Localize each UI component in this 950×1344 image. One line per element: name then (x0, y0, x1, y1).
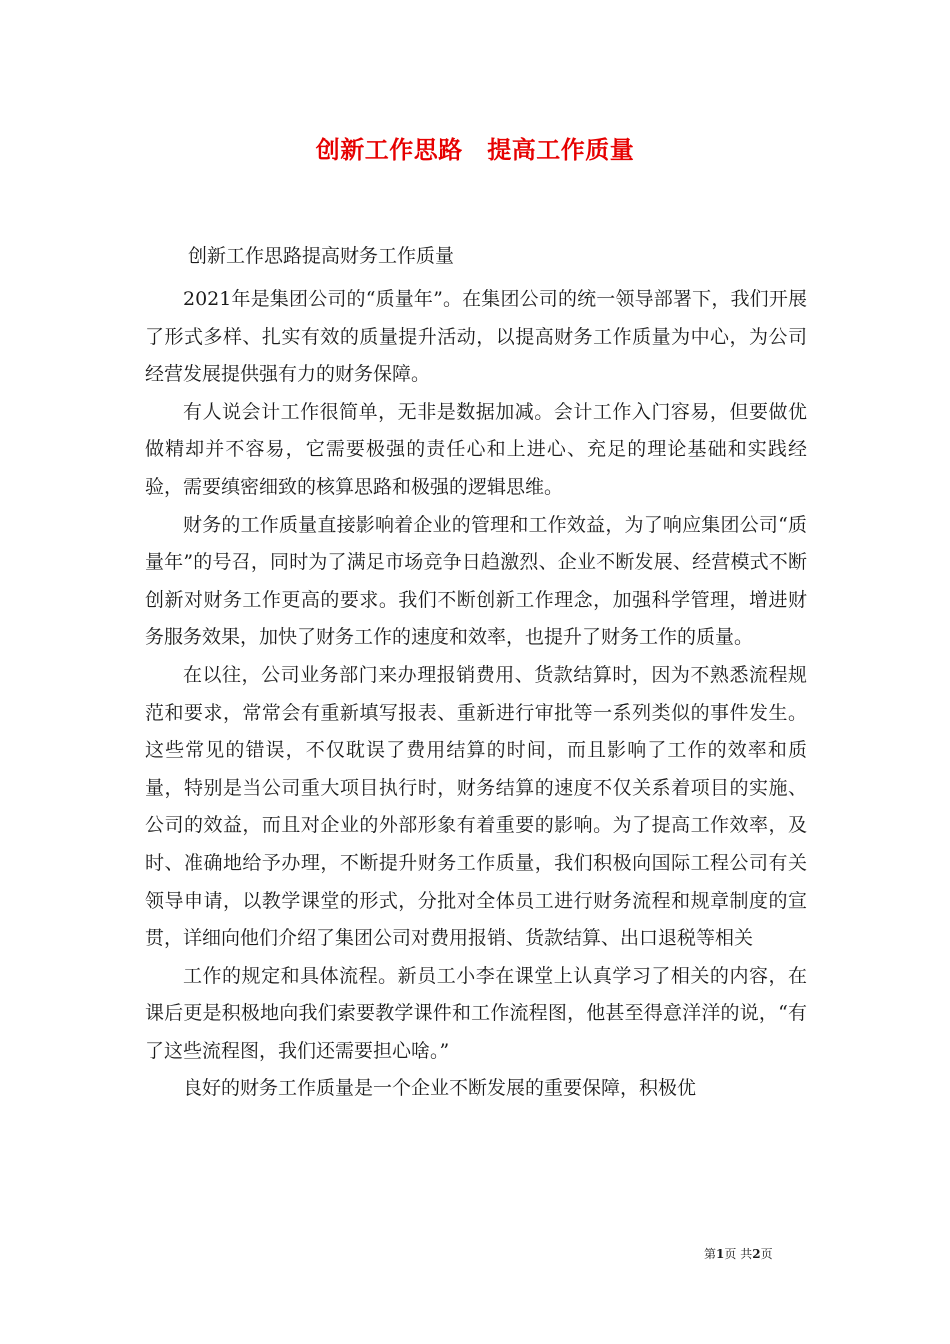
paragraph: 工作的规定和具体流程。新员工小李在课堂上认真学习了相关的内容，在课后更是积极地向我们索要教学课件和工作流程图，他甚至得意洋洋的说，“有了这些流程图，我们还需要担心啥。” (145, 964, 807, 1062)
page-number-middle: 页 共 (724, 1247, 753, 1261)
page-number-suffix: 页 (760, 1247, 773, 1261)
paragraph: 财务的工作质量直接影响着企业的管理和工作效益，为了响应集团公司“质量年”的号召，同时为了满足市场竞争日趋激烈、企业不断发展、经营模式不断创新对财务工作更高的要求。我们不断创新工作理念，加强科学管理，增进财务服务效果，加快了财务工作的速度和效率，也提升了财务工作的质量。 (145, 513, 807, 649)
page-number-total: 2 (752, 1247, 761, 1261)
paragraph: 有人说会计工作很简单，无非是数据加减。会计工作入门容易，但要做优做精却并不容易，它需要极强的责任心和上进心、充足的理论基础和实践经验，需要缜密细致的核算思路和极强的逻辑思维。 (145, 400, 807, 498)
page-number-current: 1 (716, 1247, 725, 1261)
document-body (145, 281, 807, 1108)
paragraph: 在以往，公司业务部门来办理报销费用、货款结算时，因为不熟悉流程规范和要求，常常会有重新填写报表、重新进行审批等一系列类似的事件发生。这些常见的错误，不仅耽误了费用结算的时间，而且影响了工作的效率和质量，特别是当公司重大项目执行时，财务结算的速度不仅关系着项目的实施、公司的效益，而且对企业的外部形象有着重要的影响。为了提高工作效率，及时、准确地给予办理，不断提升财务工作质量，我们积极向国际工程公司有关领导申请，以教学课堂的形式，分批对全体员工进行财务流程和规章制度的宣贯，详细向他们介绍了集团公司对费用报销、货款结算、出口退税等相关 (145, 663, 807, 950)
paragraph: 良好的财务工作质量是一个企业不断发展的重要保障，积极优 (183, 1077, 697, 1100)
page-number-prefix: 第 (704, 1247, 717, 1261)
document-title: 创新工作思路 提高工作质量 (315, 135, 635, 164)
paragraph: 2021年是集团公司的“质量年”。在集团公司的统一领导部署下，我们开展了形式多样、扎实有效的质量提升活动，以提高财务工作质量为中心，为公司经营发展提供强有力的财务保障。 (145, 288, 807, 386)
page-number (704, 1245, 773, 1262)
document-subtitle: 创新工作思路提高财务工作质量 (188, 245, 455, 267)
